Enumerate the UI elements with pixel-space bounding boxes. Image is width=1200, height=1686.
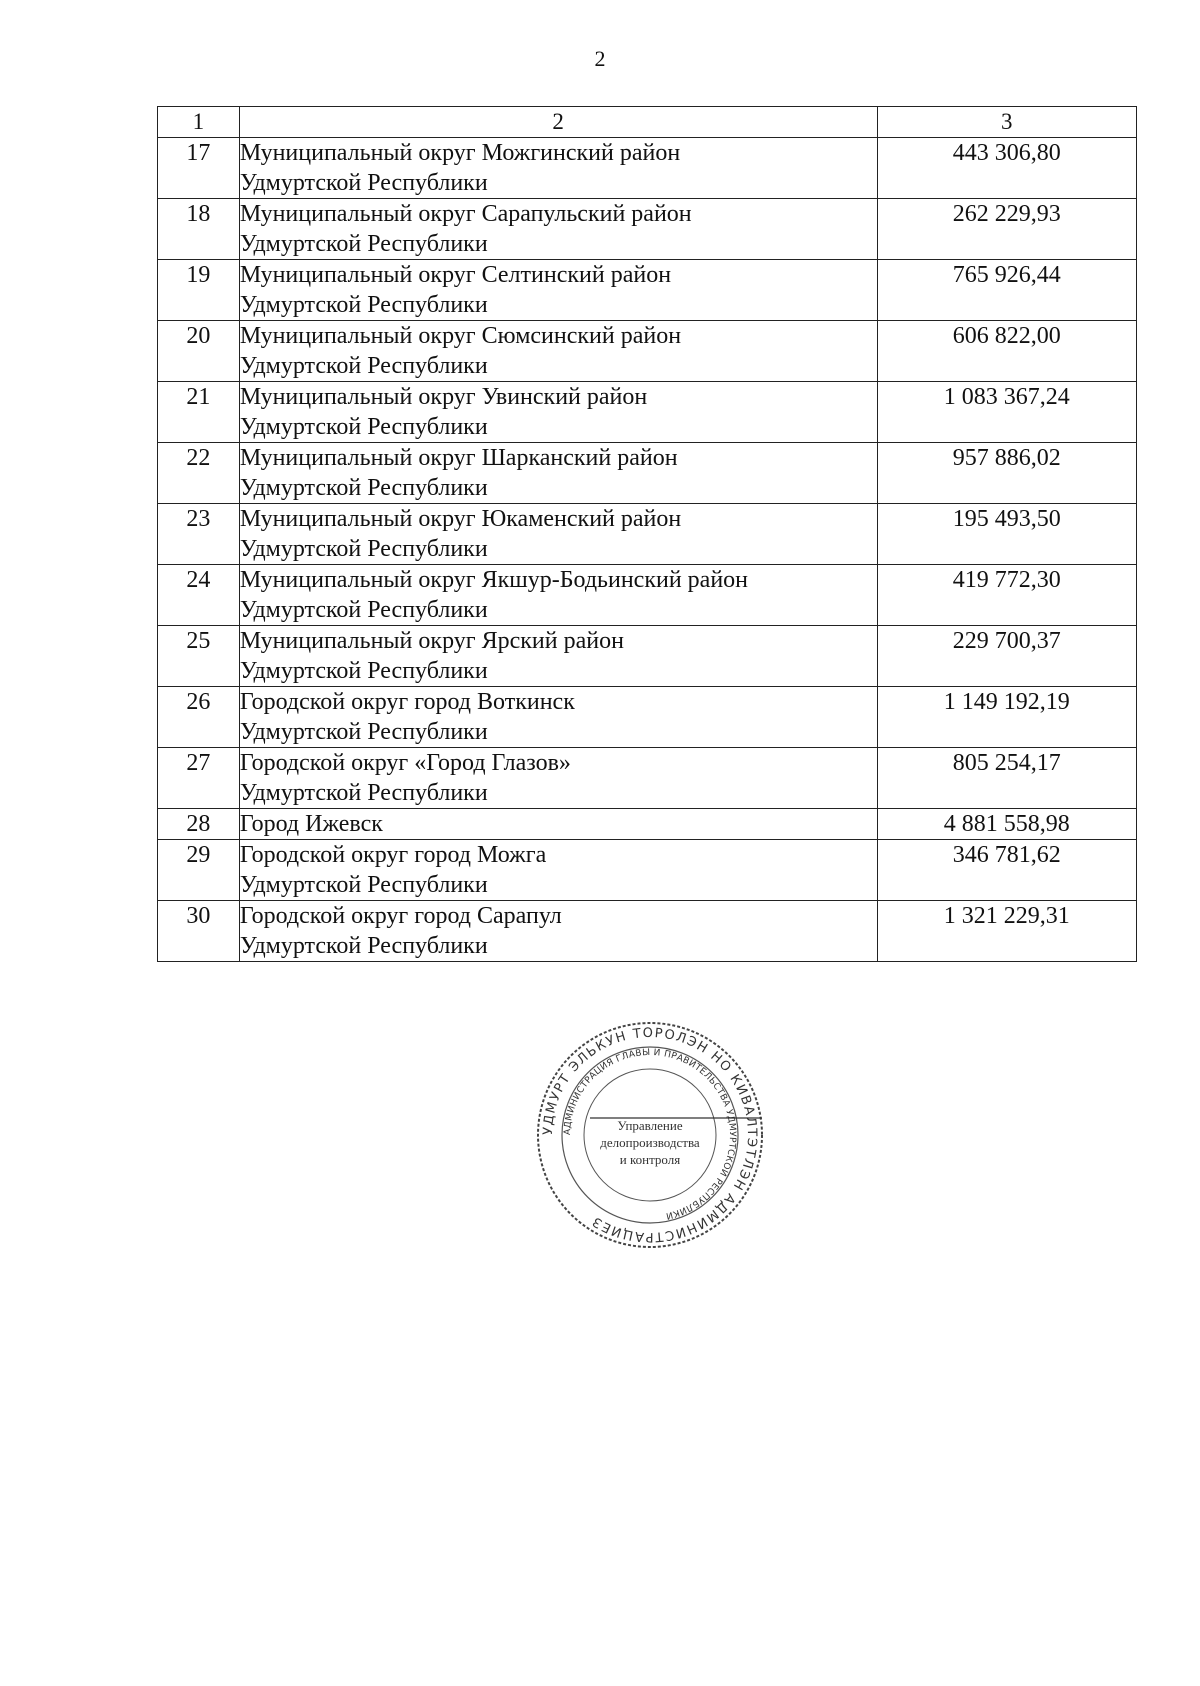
municipality-name-line: Городской округ «Город Глазов» [239,750,571,776]
municipality-name-line: Муниципальный округ Можгинский район [239,140,681,166]
municipality-name-line: Удмуртской Республики [239,536,488,562]
table-row [158,687,1137,748]
municipality-name-line: Удмуртской Республики [239,719,488,745]
row-number: 20 [158,321,240,382]
municipality-name [239,443,877,504]
municipality-name-line: Удмуртской Республики [239,780,488,806]
amount-value: 195 493,50 [877,504,1137,565]
row-number: 30 [158,901,240,962]
seal-inner-text: АДМИНИСТРАЦИЯ ГЛАВЫ И ПРАВИТЕЛЬСТВА УДМУРТСКОЙ РЕСПУБЛИКИ [562,1047,738,1221]
municipality-name-line: Удмуртской Республики [239,292,488,318]
row-number: 28 [158,809,240,840]
amount-value: 4 881 558,98 [877,809,1137,840]
municipality-name-line: Удмуртской Республики [239,475,488,501]
municipality-name-line: Муниципальный округ Ярский район [239,628,624,654]
amount-value: 1 149 192,19 [877,687,1137,748]
seal-center-line: делопроизводства [600,1135,700,1150]
municipality-name [239,199,877,260]
official-seal [530,1020,770,1250]
table-row [158,748,1137,809]
allocation-table [157,106,1137,962]
municipality-name-line: Удмуртской Республики [239,231,488,257]
row-number: 17 [158,138,240,199]
amount-value: 606 822,00 [877,321,1137,382]
amount-value: 957 886,02 [877,443,1137,504]
page-number: 2 [594,46,606,71]
table-row [158,626,1137,687]
amount-value: 443 306,80 [877,138,1137,199]
row-number: 24 [158,565,240,626]
table-row [158,565,1137,626]
row-number: 22 [158,443,240,504]
municipality-name-line: Муниципальный округ Увинский район [239,384,648,410]
row-number: 21 [158,382,240,443]
municipality-name [239,809,877,840]
table-body [158,138,1137,962]
row-number: 27 [158,748,240,809]
amount-value: 346 781,62 [877,840,1137,901]
table-row [158,382,1137,443]
row-number: 18 [158,199,240,260]
municipality-name [239,565,877,626]
column-header: 3 [877,107,1137,138]
table-row [158,443,1137,504]
municipality-name-line: Удмуртской Республики [239,658,488,684]
row-number: 26 [158,687,240,748]
seal-center-line: и контроля [619,1152,681,1167]
municipality-name-line: Муниципальный округ Юкаменский район [239,506,682,532]
amount-value: 1 083 367,24 [877,382,1137,443]
municipality-name-line: Муниципальный округ Сарапульский район [239,201,692,227]
municipality-name [239,321,877,382]
table-header-row [158,107,1137,138]
municipality-name-line: Городской округ город Воткинск [239,689,575,715]
table-row [158,840,1137,901]
amount-value: 1 321 229,31 [877,901,1137,962]
table-row [158,504,1137,565]
municipality-name [239,840,877,901]
table-row [158,809,1137,840]
municipality-name-line: Муниципальный округ Селтинский район [239,262,672,288]
municipality-name-line: Удмуртской Республики [239,414,488,440]
municipality-name [239,504,877,565]
seal-center-line: Управление [617,1118,683,1133]
municipality-name [239,382,877,443]
amount-value: 262 229,93 [877,199,1137,260]
municipality-name-line: Муниципальный округ Якшур-Бодьинский район [239,567,749,593]
column-header: 1 [158,107,240,138]
amount-value: 765 926,44 [877,260,1137,321]
municipality-name-line: Городской округ город Сарапул [239,903,562,929]
municipality-name [239,260,877,321]
municipality-name-line: Муниципальный округ Сюмсинский район [239,323,682,349]
row-number: 23 [158,504,240,565]
column-header: 2 [239,107,877,138]
row-number: 19 [158,260,240,321]
municipality-name-line: Городской округ город Можга [239,842,547,868]
municipality-name-line: Город Ижевск [239,811,383,837]
table-row [158,321,1137,382]
row-number: 25 [158,626,240,687]
municipality-name [239,138,877,199]
municipality-name-line: Удмуртской Республики [239,353,488,379]
municipality-name [239,748,877,809]
municipality-name-line: Муниципальный округ Шарканский район [239,445,678,471]
amount-value: 229 700,37 [877,626,1137,687]
table-row [158,138,1137,199]
seal-outer-text: УДМУРТ ЭЛЬКУН ТОРОЛЭН НО КИВАЛТЭТЛЭН АДМИНИСТРАЦИЕЗ [540,1025,760,1245]
municipality-name [239,901,877,962]
municipality-name-line: Удмуртской Республики [239,872,488,898]
table-row [158,901,1137,962]
table-row [158,199,1137,260]
municipality-name [239,626,877,687]
amount-value: 419 772,30 [877,565,1137,626]
municipality-name-line: Удмуртской Республики [239,933,488,959]
municipality-name-line: Удмуртской Республики [239,597,488,623]
municipality-name-line: Удмуртской Республики [239,170,488,196]
amount-value: 805 254,17 [877,748,1137,809]
row-number: 29 [158,840,240,901]
table-row [158,260,1137,321]
municipality-name [239,687,877,748]
